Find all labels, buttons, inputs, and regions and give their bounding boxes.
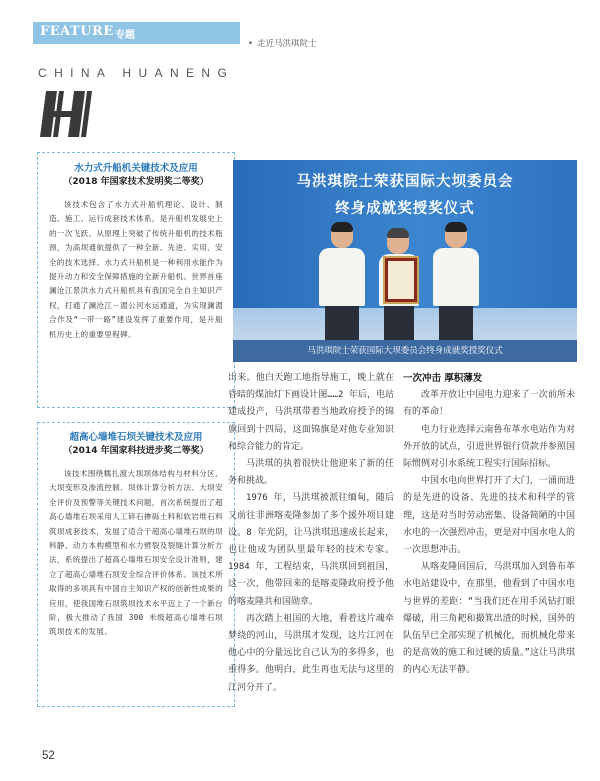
banner-text-line1: 马洪琪院士荣获国际大坝委员会 (296, 174, 514, 190)
huaneng-logo-icon (40, 91, 92, 137)
tech-box-award: （2014 年国家科技进步奖二等奖） (63, 446, 209, 456)
article-paragraph: 马洪琪的执着很快让他迎来了新的任务和挑战。 (228, 459, 394, 487)
tech-box-title: 超高心墙堆石坝关键技术及应用 (69, 432, 203, 443)
section-label: 专题 (115, 30, 135, 41)
feature-label: FEATURE (40, 24, 114, 39)
brand-name: CHINA HUANENG (38, 66, 235, 80)
running-title-text: 走近马洪琪院士 (257, 39, 317, 49)
photo-caption: 马洪琪院士荣获国际大坝委员会终身成就奖授奖仪式 (233, 340, 577, 362)
tech-box-rockfill-dam (37, 422, 235, 707)
article-paragraph: 再次踏上祖国的大地，看着这片魂牵梦绕的河山，马洪琪才发现，这片江河在他心中的分量远比自己认为的多得多，也重得多。他明白，此生再也无法与这里的江河分开了。 (228, 613, 394, 693)
tech-box-text: 该技术围绕糯扎渡大坝坝体结构与材料分区、大坝变形及渗流控制、坝体计算分析方法、大坝安全评价及预警等关键技术问题，首次系统提出了超高心墙堆石坝采用人工碎石掺砾土料和软岩堆石料筑坝成套技术，发展了适合于超高心墙堆石坝的坝料静、动力本构模型和水力劈裂及裂缝计算分析方法，系统提出了超高心墙堆石坝安全设计准则，建立了超高心墙堆石坝安全综合评价体系。该技术所取得的多项具有中国自主知识产权的创新性成果的应用，使我国堆石坝筑坝技术水平迈上了一个新台阶，极大推动了我国 300 米级超高心墙堆石坝筑坝技术的发展。 (49, 469, 223, 637)
article-column-middle (228, 370, 394, 697)
tech-box-title: 水力式升船机关键技术及应用 (74, 163, 198, 174)
page-number: 52 (42, 750, 55, 762)
banner-text-line2: 终身成就奖授奖仪式 (335, 201, 475, 217)
award-certificate (383, 256, 419, 304)
article-paragraph: 从喀麦隆回国后，马洪琪加入到鲁布革水电站建设中，在那里，他看到了中国水电与世界的差距：“当我们还在用手风钻打眼爆破，用三角耙和撮箕出渣的时候，国外的队伍早已全部实现了机械化，而机械化带来的是高效的施工和过硬的质量。”这让马洪琪的内心无法平静。 (403, 562, 575, 676)
tech-box-award: （2018 年国家技术发明奖二等奖） (63, 177, 209, 187)
section-heading: 一次冲击 厚积薄发 (403, 373, 483, 384)
tech-box-text: 该技术包含了水力式升船机理论、设计、制造、施工、运行成套技术体系，是升船机发展史上的一次飞跃。从原理上突破了传统升船机的技术瓶颈，为高坝通航提供了一种全新、先进、实用、安全的技术选择。水力式升船机是一种利用水能作为提升动力和安全保障措施的全新升船机。世界首座澜沧江景洪水力式升船机具有我国完全自主知识产权，打通了澜沧江－湄公河水运通道，为实现澜湄合作及“一带一路”建设发挥了重要作用，是升船机历史上的重要里程碑。 (49, 200, 223, 339)
article-paragraph: 中国水电向世界打开了大门，一涌而进的是先进的设备、先进的技术和科学的管理，这是对当时劳动密集、设备简陋的中国水电的一次强烈冲击，更是对中国水电人的一次思想冲击。 (403, 476, 575, 556)
award-ceremony-photo (233, 160, 577, 362)
article-column-right (403, 370, 575, 680)
article-paragraph: 出来。他白天跑工地指导施工，晚上就在昏暗的煤油灯下画设计图……2 年后，电站建成投产，马洪琪带着当地政府授予的锦旗回到十四局，这面锦旗是对他专业知识和综合能力的肯定。 (228, 373, 394, 452)
tech-box-ship-lift (37, 152, 235, 408)
article-paragraph: 电力行业选择云南鲁布革水电站作为对外开放的试点，引进世界银行贷款并参照国际惯例对引水系统工程实行国际招标。 (403, 424, 575, 470)
article-paragraph: 改革开放让中国电力迎来了一次前所未有的革命！ (403, 390, 575, 418)
article-paragraph: 1976 年，马洪琪被派往缅甸，随后又前往非洲喀麦隆参加了多个援外项目建设。8 年光阴，让马洪琪迅速成长起来，也让他成为团队里最年轻的技术专家。1984 年，工程结束，马洪琪回到祖国，这一次，他带回来的是喀麦隆政府授予他的喀麦隆共和国勋章。 (228, 493, 394, 607)
bullet-icon: • (248, 39, 254, 49)
running-title (248, 37, 317, 49)
